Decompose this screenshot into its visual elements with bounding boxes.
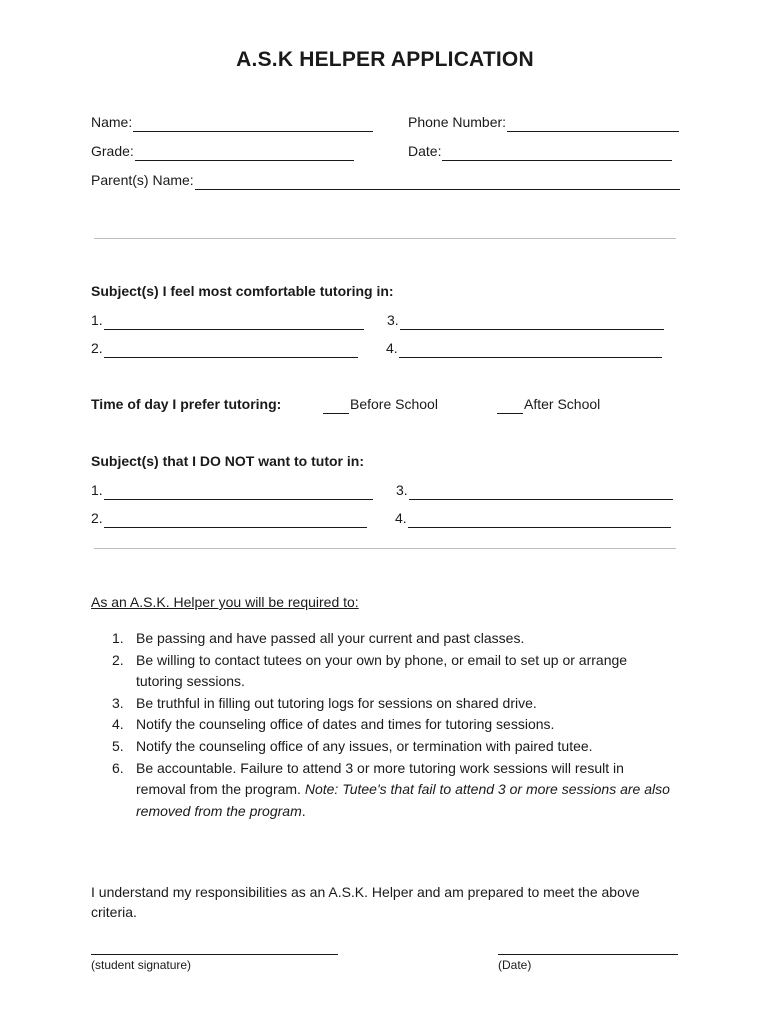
- student-signature-line[interactable]: [91, 954, 338, 955]
- time-of-day-label: Time of day I prefer tutoring:: [91, 396, 282, 412]
- number-label: 4.: [386, 340, 398, 356]
- date-signature-line[interactable]: [498, 954, 678, 955]
- section-divider: [94, 238, 676, 239]
- number-label: 3.: [387, 312, 399, 328]
- requirements-list: [91, 628, 671, 822]
- subject-input-line[interactable]: [399, 342, 662, 358]
- list-item: 4. Notify the counseling office of dates and times for tutoring sessions.: [112, 716, 555, 733]
- checkbox-blank[interactable]: [323, 399, 349, 414]
- subject-input-line[interactable]: [104, 342, 358, 358]
- number-label: 2.: [91, 510, 103, 526]
- subject-input-line[interactable]: [104, 314, 364, 330]
- list-item: 6. Be accountable. Failure to attend 3 or more tutoring work sessions will result in removal from the program. Note: Tutee's that fail to attend 3 or more sessions are also removed from the program.: [112, 759, 670, 819]
- date-input-line[interactable]: [442, 145, 672, 161]
- parents-field[interactable]: [91, 170, 680, 190]
- date-signature-label: (Date): [498, 958, 532, 972]
- parents-label: Parent(s) Name:: [91, 172, 194, 188]
- phone-field[interactable]: [408, 112, 679, 132]
- comfortable-subject-4[interactable]: [386, 338, 662, 358]
- list-item: 2. Be willing to contact tutees on your own by phone, or email to set up or arrange tutoring sessions.: [112, 651, 628, 690]
- grade-input-line[interactable]: [135, 145, 354, 161]
- agreement-statement: I understand my responsibilities as an A.S.K. Helper and am prepared to meet the above criteria.: [91, 884, 640, 920]
- after-school-option[interactable]: [497, 394, 600, 414]
- parents-input-line[interactable]: [195, 174, 680, 190]
- subject-input-line[interactable]: [408, 512, 671, 528]
- subject-input-line[interactable]: [409, 484, 673, 500]
- grade-label: Grade:: [91, 143, 134, 159]
- after-school-label: After School: [524, 396, 601, 412]
- not-tutor-heading: Subject(s) that I DO NOT want to tutor in:: [91, 453, 364, 469]
- comfortable-subject-2[interactable]: [91, 338, 358, 358]
- subject-input-line[interactable]: [104, 484, 373, 500]
- student-signature-label: (student signature): [91, 958, 192, 972]
- name-input-line[interactable]: [133, 116, 373, 132]
- list-item: 5. Notify the counseling office of any issues, or termination with paired tutee.: [112, 737, 593, 754]
- phone-input-line[interactable]: [507, 116, 679, 132]
- name-field[interactable]: [91, 112, 373, 132]
- phone-label: Phone Number:: [408, 114, 507, 130]
- list-item: 1. Be passing and have passed all your current and past classes.: [112, 630, 525, 646]
- date-field[interactable]: [408, 141, 672, 161]
- not-tutor-subject-4[interactable]: [395, 508, 671, 528]
- note-text: Note: Tutee's that fail to attend 3 or more sessions are also removed from the program: [136, 781, 670, 819]
- name-label: Name:: [91, 114, 133, 130]
- page-title: A.S.K HELPER APPLICATION: [236, 48, 534, 71]
- number-label: 3.: [396, 482, 408, 498]
- number-label: 1.: [91, 482, 103, 498]
- grade-field[interactable]: [91, 141, 354, 161]
- date-label: Date:: [408, 143, 442, 159]
- comfortable-subject-1[interactable]: [91, 310, 364, 330]
- requirements-heading: As an A.S.K. Helper you will be required to:: [91, 594, 359, 610]
- before-school-label: Before School: [350, 396, 438, 412]
- number-label: 4.: [395, 510, 407, 526]
- number-label: 2.: [91, 340, 103, 356]
- comfortable-subject-3[interactable]: [387, 310, 664, 330]
- before-school-option[interactable]: [323, 394, 438, 414]
- number-label: 1.: [91, 312, 103, 328]
- checkbox-blank[interactable]: [497, 399, 523, 414]
- not-tutor-subject-2[interactable]: [91, 508, 367, 528]
- subject-input-line[interactable]: [400, 314, 664, 330]
- section-divider: [94, 548, 676, 549]
- not-tutor-subject-3[interactable]: [396, 480, 673, 500]
- list-item: 3. Be truthful in filling out tutoring logs for sessions on shared drive.: [112, 694, 537, 711]
- not-tutor-subject-1[interactable]: [91, 480, 373, 500]
- subject-input-line[interactable]: [104, 512, 367, 528]
- comfortable-heading: Subject(s) I feel most comfortable tutoring in:: [91, 283, 394, 299]
